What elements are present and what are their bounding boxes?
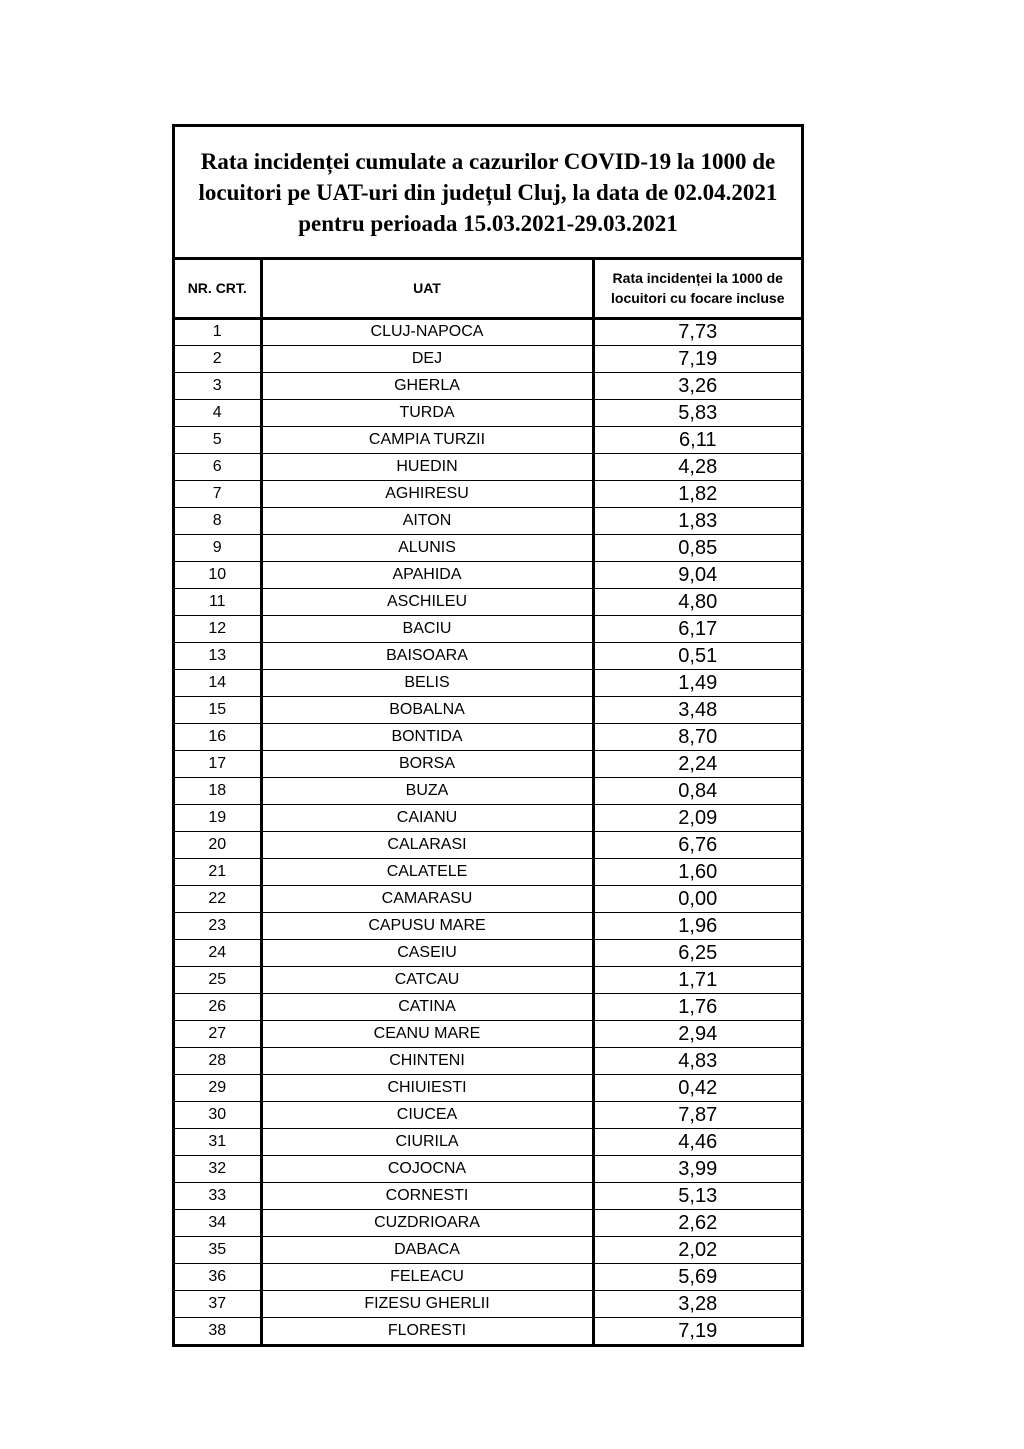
cell-nr: 29: [175, 1074, 261, 1101]
cell-nr: 21: [175, 858, 261, 885]
cell-uat: CHINTENI: [261, 1047, 593, 1074]
cell-nr: 23: [175, 912, 261, 939]
table-row: [175, 939, 801, 966]
table-row: [175, 1236, 801, 1263]
table-row: [175, 669, 801, 696]
cell-rate: 2,09: [593, 804, 801, 831]
cell-rate: 7,19: [593, 1317, 801, 1344]
header-nr-crt: NR. CRT.: [175, 260, 261, 318]
table-body: [175, 318, 801, 1344]
cell-uat: BORSA: [261, 750, 593, 777]
header-uat: UAT: [261, 260, 593, 318]
cell-rate: 8,70: [593, 723, 801, 750]
cell-uat: BUZA: [261, 777, 593, 804]
table-row: [175, 507, 801, 534]
cell-nr: 25: [175, 966, 261, 993]
cell-uat: FIZESU GHERLII: [261, 1290, 593, 1317]
table-row: [175, 1101, 801, 1128]
cell-nr: 32: [175, 1155, 261, 1182]
cell-rate: 6,76: [593, 831, 801, 858]
table-row: [175, 345, 801, 372]
title-line: pentru perioada 15.03.2021-29.03.2021: [298, 210, 678, 236]
table-row: [175, 1290, 801, 1317]
cell-rate: 4,28: [593, 453, 801, 480]
table-header-row: [175, 260, 801, 318]
cell-uat: CASEIU: [261, 939, 593, 966]
cell-uat: CAMPIA TURZII: [261, 426, 593, 453]
cell-rate: 1,60: [593, 858, 801, 885]
cell-uat: CATCAU: [261, 966, 593, 993]
cell-uat: CALARASI: [261, 831, 593, 858]
cell-nr: 17: [175, 750, 261, 777]
cell-rate: 3,28: [593, 1290, 801, 1317]
cell-nr: 4: [175, 399, 261, 426]
cell-nr: 36: [175, 1263, 261, 1290]
cell-rate: 1,96: [593, 912, 801, 939]
cell-nr: 35: [175, 1236, 261, 1263]
cell-uat: CIURILA: [261, 1128, 593, 1155]
cell-nr: 3: [175, 372, 261, 399]
cell-uat: TURDA: [261, 399, 593, 426]
title-line: Rata incidenței cumulate a cazurilor COVID-19 la 1000 de: [200, 148, 776, 174]
table-row: [175, 534, 801, 561]
cell-uat: CORNESTI: [261, 1182, 593, 1209]
cell-uat: ASCHILEU: [261, 588, 593, 615]
cell-nr: 12: [175, 615, 261, 642]
cell-uat: CAPUSU MARE: [261, 912, 593, 939]
table-row: [175, 750, 801, 777]
cell-nr: 11: [175, 588, 261, 615]
cell-rate: 6,11: [593, 426, 801, 453]
cell-rate: 4,80: [593, 588, 801, 615]
cell-nr: 8: [175, 507, 261, 534]
table-row: [175, 561, 801, 588]
table-row: [175, 885, 801, 912]
cell-rate: 7,73: [593, 318, 801, 345]
cell-uat: CHIUIESTI: [261, 1074, 593, 1101]
cell-nr: 1: [212, 323, 222, 340]
cell-rate: 1,49: [593, 669, 801, 696]
cell-rate: 3,99: [593, 1155, 801, 1182]
table-row: [175, 588, 801, 615]
cell-uat: CALATELE: [261, 858, 593, 885]
cell-nr: 5: [175, 426, 261, 453]
cell-rate: 9,04: [593, 561, 801, 588]
title-line: locuitori pe UAT-uri din județul Cluj, la data de 02.04.2021: [198, 179, 778, 205]
cell-nr: 9: [175, 534, 261, 561]
table-row: [175, 480, 801, 507]
cell-rate: 5,83: [593, 399, 801, 426]
table-row: [175, 399, 801, 426]
cell-rate: 3,26: [593, 372, 801, 399]
cell-nr: 13: [175, 642, 261, 669]
cell-rate: 6,25: [593, 939, 801, 966]
cell-nr: 6: [175, 453, 261, 480]
table-row: [175, 993, 801, 1020]
cell-rate: 0,42: [593, 1074, 801, 1101]
cell-nr: 31: [175, 1128, 261, 1155]
cell-rate: 6,17: [593, 615, 801, 642]
cell-uat: BAISOARA: [261, 642, 593, 669]
cell-nr: 24: [175, 939, 261, 966]
cell-rate: 5,69: [593, 1263, 801, 1290]
cell-rate: 1,71: [593, 966, 801, 993]
table-row: [175, 1020, 801, 1047]
cell-uat: FELEACU: [261, 1263, 593, 1290]
cell-rate: 0,84: [593, 777, 801, 804]
cell-nr: 2: [175, 345, 261, 372]
header-rate-line: Rata incidenței la 1000 de: [612, 270, 783, 287]
cell-nr: 18: [175, 777, 261, 804]
cell-nr: 7: [175, 480, 261, 507]
cell-rate: 2,94: [593, 1020, 801, 1047]
cell-uat: DABACA: [261, 1236, 593, 1263]
cell-uat: BOBALNA: [261, 696, 593, 723]
cell-rate: 1,76: [593, 993, 801, 1020]
incidence-table: [175, 260, 801, 1344]
cell-nr: 22: [175, 885, 261, 912]
cell-rate: 0,51: [593, 642, 801, 669]
cell-nr: 19: [175, 804, 261, 831]
table-row: [175, 453, 801, 480]
incidence-table-sheet: [172, 124, 804, 1347]
cell-uat: DEJ: [261, 345, 593, 372]
cell-nr: 34: [175, 1209, 261, 1236]
cell-rate: 7,19: [593, 345, 801, 372]
cell-rate: 0,00: [593, 885, 801, 912]
table-row: [175, 642, 801, 669]
cell-uat: CEANU MARE: [261, 1020, 593, 1047]
cell-uat: CUZDRIOARA: [261, 1209, 593, 1236]
cell-nr: 38: [175, 1317, 261, 1344]
table-row: [175, 426, 801, 453]
table-row: [175, 1209, 801, 1236]
table-title: [175, 127, 801, 260]
table-row: [175, 1074, 801, 1101]
cell-nr: 27: [175, 1020, 261, 1047]
table-row: [175, 615, 801, 642]
table-row: [175, 966, 801, 993]
table-row: [175, 777, 801, 804]
cell-rate: 2,02: [593, 1236, 801, 1263]
table-row: [175, 372, 801, 399]
cell-rate: 3,48: [593, 696, 801, 723]
cell-nr: 33: [175, 1182, 261, 1209]
header-rate-line: locuitori cu focare incluse: [611, 290, 785, 307]
table-row: [175, 831, 801, 858]
cell-uat: APAHIDA: [261, 561, 593, 588]
table-row: [175, 912, 801, 939]
table-row: [175, 1155, 801, 1182]
cell-nr: 30: [175, 1101, 261, 1128]
cell-nr: 26: [175, 993, 261, 1020]
cell-nr: 14: [175, 669, 261, 696]
table-row: [175, 696, 801, 723]
cell-uat: AGHIRESU: [261, 480, 593, 507]
table-row: [175, 318, 801, 345]
cell-rate: 1,82: [593, 480, 801, 507]
table-row: [175, 723, 801, 750]
cell-uat: CAIANU: [261, 804, 593, 831]
cell-uat: CATINA: [261, 993, 593, 1020]
table-row: [175, 1263, 801, 1290]
cell-nr: 16: [175, 723, 261, 750]
cell-uat: CLUJ-NAPOCA: [261, 318, 593, 345]
table-row: [175, 1317, 801, 1344]
cell-rate: 2,62: [593, 1209, 801, 1236]
cell-uat: HUEDIN: [261, 453, 593, 480]
cell-uat: BACIU: [261, 615, 593, 642]
table-row: [175, 858, 801, 885]
cell-rate: 4,83: [593, 1047, 801, 1074]
cell-uat: ALUNIS: [261, 534, 593, 561]
cell-uat: BELIS: [261, 669, 593, 696]
cell-uat: FLORESTI: [261, 1317, 593, 1344]
cell-nr: 37: [175, 1290, 261, 1317]
header-rate: [593, 260, 801, 318]
cell-rate: 7,87: [593, 1101, 801, 1128]
cell-uat: CAMARASU: [261, 885, 593, 912]
cell-rate: 1,83: [593, 507, 801, 534]
cell-rate: 4,46: [593, 1128, 801, 1155]
cell-rate: 0,85: [593, 534, 801, 561]
table-row: [175, 1182, 801, 1209]
table-row: [175, 804, 801, 831]
cell-nr: 10: [175, 561, 261, 588]
cell-rate: 5,13: [593, 1182, 801, 1209]
cell-uat: GHERLA: [261, 372, 593, 399]
cell-nr: 20: [175, 831, 261, 858]
cell-nr: 28: [175, 1047, 261, 1074]
cell-uat: BONTIDA: [261, 723, 593, 750]
table-row: [175, 1128, 801, 1155]
table-row: [175, 1047, 801, 1074]
cell-uat: AITON: [261, 507, 593, 534]
cell-nr: 15: [175, 696, 261, 723]
cell-rate: 2,24: [593, 750, 801, 777]
cell-uat: CIUCEA: [261, 1101, 593, 1128]
cell-uat: COJOCNA: [261, 1155, 593, 1182]
